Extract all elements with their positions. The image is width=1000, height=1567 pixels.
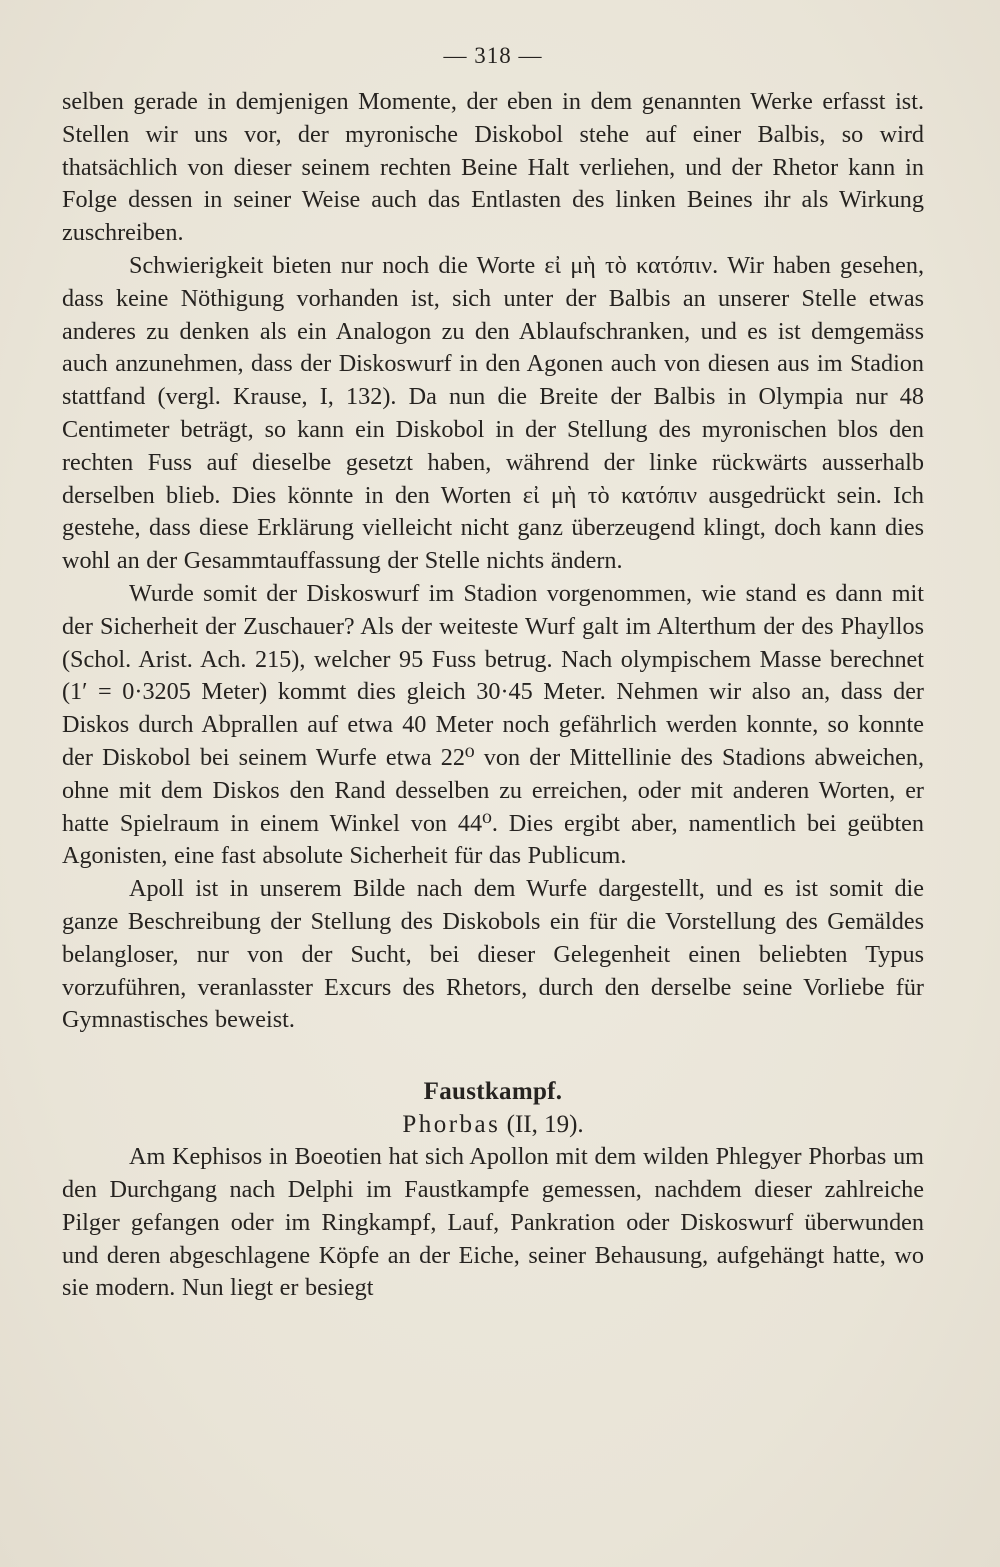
section-subtitle-ref: (II, 19). — [506, 1111, 584, 1139]
paragraph-2: Schwierigkeit bieten nur noch die Worte εἰ μὴ τὸ κατόπιν. Wir haben gesehen, dass keine Nöthigung vorhanden ist, sich unter der Balbis an unserer Stelle etwas anderes zu denken als ein Analogon zu den Ablaufschranken, und es ist demgemäss auch anzunehmen, dass der Diskoswurf in den Agonen auch von diesen aus im Stadion stattfand (vergl. Krause, I, 132). Da nun die Breite der Balbis in Olympia nur 48 Centimeter beträgt, so kann ein Diskobol in der Stellung des myronischen blos den rechten Fuss auf dieselbe gesetzt haben, während der linke rückwärts ausserhalb derselben blieb. Dies könnte in den Worten εἰ μὴ τὸ κατόπιν ausgedrückt sein. Ich gestehe, dass diese Erklärung vielleicht nicht ganz überzeugend klingt, doch kann dies wohl an der Gesammtauffassung der Stelle nichts ändern. — [62, 251, 924, 575]
paragraph-1: selben gerade in demjenigen Momente, der eben in dem genannten Werke erfasst ist. Stellen wir uns vor, der myronische Diskobol stehe auf einer Balbis, so wird thatsächlich von dieser seinem rechten Beine Halt verliehen, und der Rhetor kann in Folge dessen in seiner Weise auch das Entlasten des linken Beines ihr als Wirkung zuschreiben. — [62, 88, 924, 247]
paragraph-3: Wurde somit der Diskoswurf im Stadion vorgenommen, wie stand es dann mit der Sicherheit der Zuschauer? Als der weiteste Wurf galt im Alterthum der des Phayllos (Schol. Arist. Ach. 215), welcher 95 Fuss betrug. Nach olympischem Masse berechnet (1′ = 0·3205 Meter) kommt dies gleich 30·45 Meter. Nehmen wir also an, dass der Diskos durch Abprallen auf etwa 40 Meter noch gefährlich werden konnte, so konnte der Diskobol bei seinem Wurfe etwa 22⁰ von der Mittellinie des Stadions abweichen, ohne mit dem Diskos den Rand desselben zu erreichen, oder mit anderen Worten, er hatte Spielraum in einem Winkel von 44⁰. Dies ergibt aber, namentlich bei geübten Agonisten, eine fast absolute Sicherheit für das Publicum. — [62, 579, 924, 870]
section-title: Faustkampf. — [423, 1078, 563, 1106]
section-subtitle — [62, 1108, 924, 1141]
section-paragraph: Am Kephisos in Boeotien hat sich Apollon mit dem wilden Phlegyer Phorbas um den Durchgang nach Delphi im Faustkampfe gemessen, nachdem dieser zahlreiche Pilger gefangen oder im Ringkampf, Lauf, Pankration oder Diskoswurf überwunden und deren abgeschlagene Köpfe an der Eiche, seiner Behausung, aufgehängt hatte, wo sie modern. Nun liegt er besiegt — [62, 1143, 924, 1302]
paragraph-4: Apoll ist in unserem Bilde nach dem Wurfe dargestellt, und es ist somit die ganze Beschreibung der Stellung des Diskobols ein für die Vorstellung des Gemäldes belangloser, nur von der Sucht, bei dieser Gelegenheit einen beliebten Typus vorzuführen, veranlasster Excurs des Rhetors, durch den derselbe seine Vorliebe für Gymnastisches beweist. — [62, 875, 924, 1034]
section-subtitle-name: Phorbas — [402, 1111, 501, 1139]
page-number: — 318 — — [443, 43, 543, 68]
